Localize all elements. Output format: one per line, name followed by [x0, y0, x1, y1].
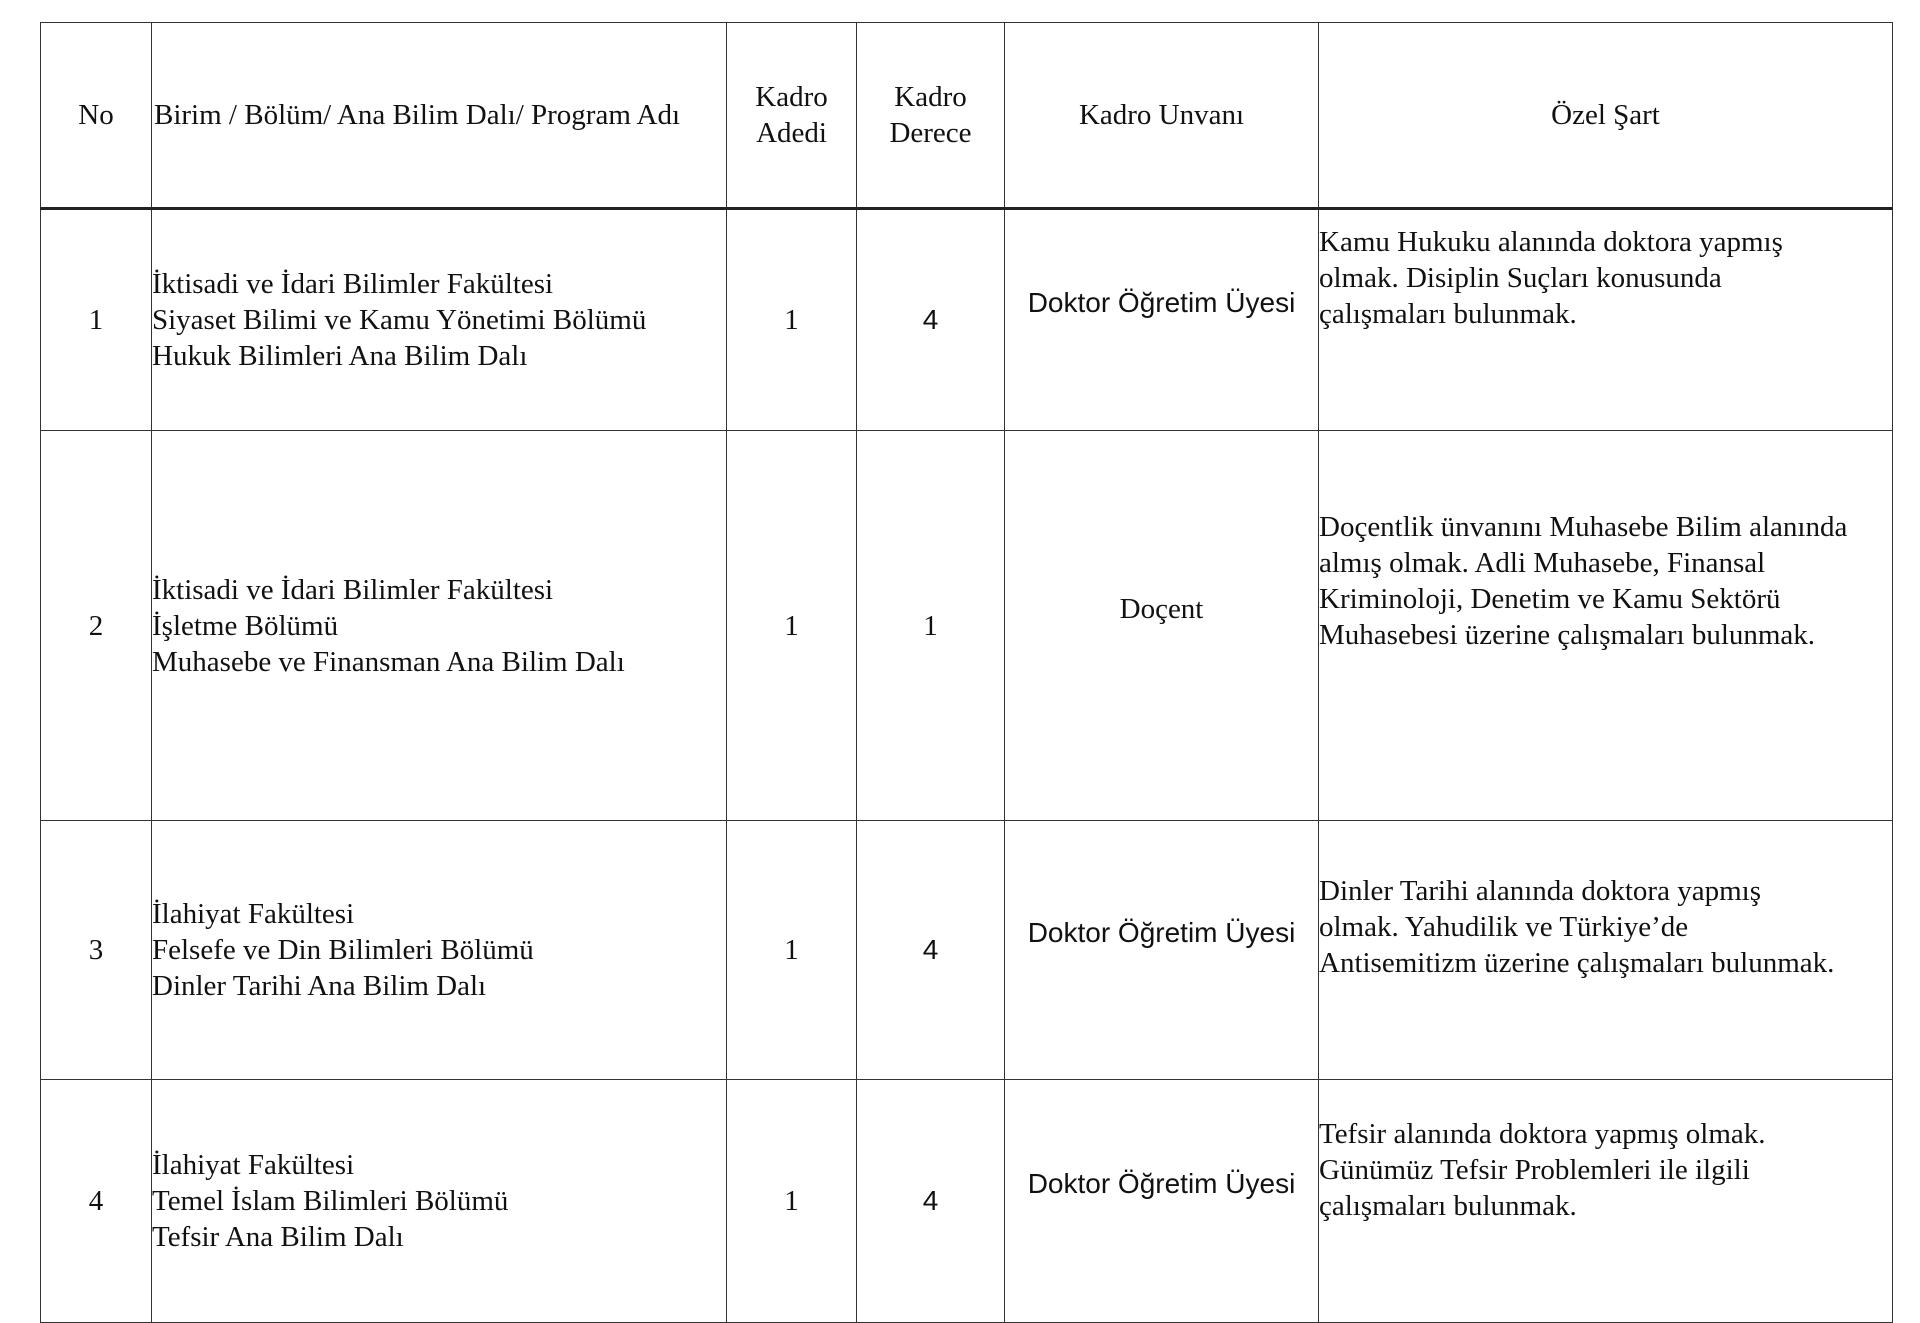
table-body [41, 209, 1893, 1323]
row-kadro-unvani [1005, 431, 1319, 821]
row-kadro-adedi: 1 [727, 821, 857, 1080]
row-birim [152, 431, 727, 821]
row-ozel-sart [1319, 1080, 1893, 1323]
row-kadro-derece: 4 [857, 209, 1005, 431]
header-kadro-adedi [727, 23, 857, 209]
header-kadro-unvani: Kadro Unvanı [1005, 23, 1319, 209]
row-kadro-unvani [1005, 821, 1319, 1080]
row-ozel-sart [1319, 209, 1893, 431]
kadro-unvani-text: Doktor Öğretim Üyesi [1027, 917, 1296, 948]
kadro-unvani-text: Doçent [1119, 592, 1204, 625]
header-kadro-adedi-line2: Adedi [756, 117, 827, 149]
header-kadro-adedi-line1: Kadro [755, 81, 828, 113]
birim-bolum: Felsefe ve Din Bilimleri Bölümü [152, 934, 534, 966]
ozel-sart-line: Kamu Hukuku alanında doktora yapmış [1319, 226, 1783, 258]
row-kadro-adedi: 1 [727, 1080, 857, 1323]
header-birim: Birim / Bölüm/ Ana Bilim Dalı/ Program Adı [152, 23, 727, 209]
table-row [41, 209, 1893, 431]
ozel-sart-line: olmak. Disiplin Suçları konusunda [1319, 262, 1722, 294]
birim-ana-bilim-dali: Muhasebe ve Finansman Ana Bilim Dalı [152, 645, 625, 678]
header-kadro-derece [857, 23, 1005, 209]
row-kadro-derece: 4 [857, 1080, 1005, 1323]
ozel-sart-line: almış olmak. Adli Muhasebe, Finansal [1319, 547, 1766, 579]
kadro-unvani-text: Doktor Öğretim Üyesi [1027, 287, 1296, 318]
birim-bolum: Temel İslam Bilimleri Bölümü [152, 1185, 509, 1217]
birim-bolum: Siyaset Bilimi ve Kamu Yönetimi Bölümü [152, 304, 647, 336]
row-ozel-sart [1319, 821, 1893, 1080]
header-kadro-derece-line2: Derece [889, 117, 972, 149]
row-no: 4 [41, 1080, 152, 1323]
header-kadro-derece-line1: Kadro [894, 81, 967, 113]
row-kadro-adedi: 1 [727, 209, 857, 431]
ozel-sart-line: Günümüz Tefsir Problemleri ile ilgili [1319, 1154, 1750, 1186]
row-kadro-derece: 1 [857, 431, 1005, 821]
ozel-sart-line: olmak. Yahudilik ve Türkiye’de [1319, 911, 1689, 943]
row-birim [152, 1080, 727, 1323]
row-no: 3 [41, 821, 152, 1080]
ozel-sart-line: Antisemitizm üzerine çalışmaları bulunmak. [1319, 947, 1835, 979]
ozel-sart-line: çalışmaları bulunmak. [1319, 298, 1577, 330]
birim-ana-bilim-dali: Hukuk Bilimleri Ana Bilim Dalı [152, 340, 528, 372]
row-kadro-unvani [1005, 1080, 1319, 1323]
row-kadro-derece: 4 [857, 821, 1005, 1080]
ozel-sart-line: Muhasebesi üzerine çalışmaları bulunmak. [1319, 619, 1816, 651]
row-no: 1 [41, 209, 152, 431]
table-row [41, 821, 1893, 1080]
ozel-sart-line: Kriminoloji, Denetim ve Kamu Sektörü [1319, 583, 1781, 615]
row-birim [152, 821, 727, 1080]
row-no: 2 [41, 431, 152, 821]
birim-ana-bilim-dali: Dinler Tarihi Ana Bilim Dalı [152, 970, 487, 1002]
ozel-sart-line: çalışmaları bulunmak. [1319, 1190, 1577, 1222]
header-row [41, 23, 1893, 209]
table-header [41, 23, 1893, 209]
table-row [41, 1080, 1893, 1323]
row-kadro-adedi: 1 [727, 431, 857, 821]
birim-fakulte: İlahiyat Fakültesi [152, 1149, 355, 1181]
ozel-sart-line: Tefsir alanında doktora yapmış olmak. [1319, 1118, 1766, 1150]
birim-bolum: İşletme Bölümü [152, 609, 339, 642]
row-ozel-sart [1319, 431, 1893, 821]
ozel-sart-line: Dinler Tarihi alanında doktora yapmış [1319, 875, 1761, 907]
header-no: No [41, 23, 152, 209]
header-ozel-sart: Özel Şart [1319, 23, 1893, 209]
table-row [41, 431, 1893, 821]
birim-fakulte: İlahiyat Fakültesi [152, 898, 355, 930]
row-kadro-unvani [1005, 209, 1319, 431]
ozel-sart-line: Doçentlik ünvanını Muhasebe Bilim alanında [1319, 511, 1848, 543]
kadro-table [40, 22, 1893, 1323]
birim-fakulte: İktisadi ve İdari Bilimler Fakültesi [152, 573, 554, 606]
birim-fakulte: İktisadi ve İdari Bilimler Fakültesi [152, 268, 554, 300]
kadro-unvani-text: Doktor Öğretim Üyesi [1027, 1168, 1296, 1199]
row-birim [152, 209, 727, 431]
birim-ana-bilim-dali: Tefsir Ana Bilim Dalı [152, 1221, 404, 1253]
